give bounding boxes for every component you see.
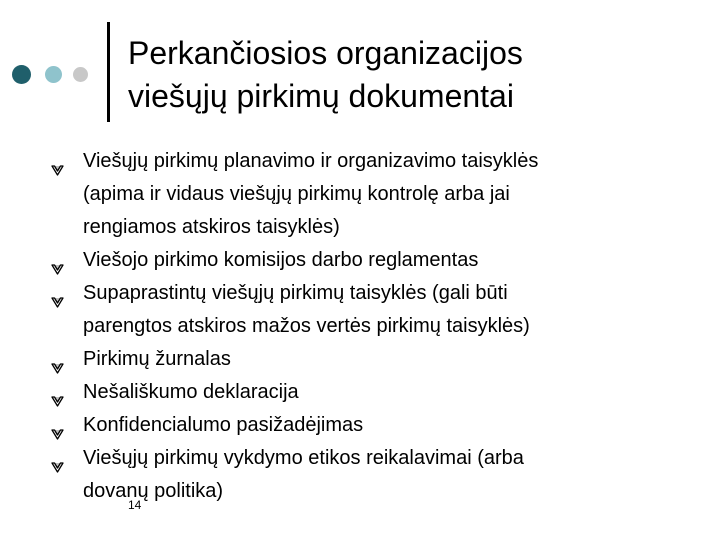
bullet-item	[50, 376, 690, 409]
check-arrow-icon	[51, 287, 64, 300]
slide-title-line: Perkančiosios organizacijos	[128, 35, 523, 71]
bullet-item	[50, 277, 690, 343]
decorative-dot-light	[45, 66, 62, 83]
bullet-text-line: Pirkimų žurnalas	[83, 348, 231, 370]
bullet-text-line: rengiamos atskiros taisyklės)	[83, 216, 340, 238]
bullet-text-line: Viešųjų pirkimų planavimo ir organizavimo taisyklės	[83, 150, 539, 172]
bullet-item	[50, 244, 690, 277]
bullet-text-line: dovanų politika)	[83, 480, 224, 502]
bullet-text-line: (apima ir vidaus viešųjų pirkimų kontrolę arba jai	[83, 183, 510, 205]
check-arrow-icon	[51, 155, 64, 168]
bullet-text-line: Viešųjų pirkimų vykdymo etikos reikalavimai (arba	[83, 447, 524, 469]
check-arrow-icon	[51, 254, 64, 267]
bullet-item	[50, 409, 690, 442]
bullet-item	[50, 145, 690, 244]
bullet-text-line: Konfidencialumo pasižadėjimas	[83, 414, 364, 436]
slide-title-line: viešųjų pirkimų dokumentai	[128, 78, 514, 114]
check-arrow-icon	[51, 386, 64, 399]
bullet-item	[50, 343, 690, 376]
bullet-text-line: Nešališkumo deklaracija	[83, 381, 299, 403]
decorative-dots	[10, 65, 100, 85]
decorative-dot-dark	[12, 65, 31, 84]
check-arrow-icon	[51, 452, 64, 465]
bullet-item	[50, 442, 690, 508]
bullet-text-line: Viešojo pirkimo komisijos darbo reglamentas	[83, 249, 479, 271]
check-arrow-icon	[51, 353, 64, 366]
check-arrow-icon	[51, 419, 64, 432]
slide-title	[128, 32, 708, 118]
title-divider	[107, 22, 110, 122]
page-number: 14	[128, 498, 142, 512]
bullet-text-line: parengtos atskiros mažos vertės pirkimų taisyklės)	[83, 315, 530, 337]
decorative-dot-grey	[73, 67, 88, 82]
bullet-list	[50, 145, 690, 508]
bullet-text-line: Supaprastintų viešųjų pirkimų taisyklės (gali būti	[83, 282, 508, 304]
